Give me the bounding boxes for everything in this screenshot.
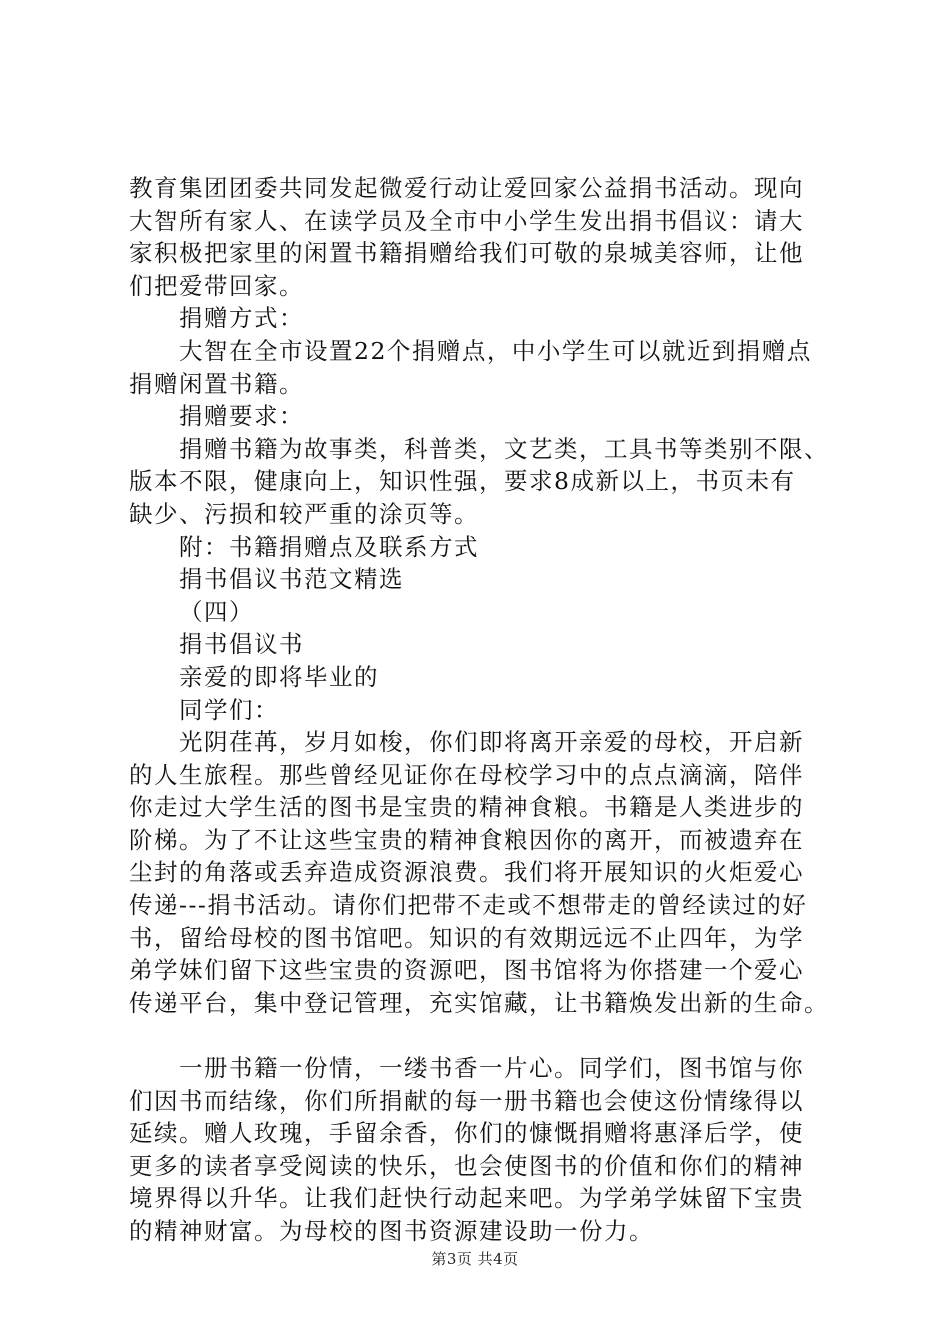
text-line: 的精神财富。为母校的图书资源建设助一份力。 <box>129 1217 654 1245</box>
text-line: 版本不限，健康向上，知识性强，要求8成新以上，书页未有 <box>129 467 796 496</box>
text-line: 附：书籍捐赠点及联系方式 <box>179 532 479 561</box>
text-line: 大智在全市设置22个捐赠点，中小学生可以就近到捐赠点 <box>179 336 812 365</box>
text-line: 家积极把家里的闲置书籍捐赠给我们可敬的泉城美容师，让他 <box>129 239 804 268</box>
text-line: 阶梯。为了不让这些宝贵的精神食粮因你的离开，而被遗弃在 <box>129 825 804 854</box>
text-line: 同学们： <box>179 695 279 724</box>
text-line: 书，留给母校的图书馆吧。知识的有效期远远不止四年，为学 <box>129 923 804 952</box>
text-line: 更多的读者享受阅读的快乐，也会使图书的价值和你们的精神 <box>129 1151 804 1180</box>
text-line: 捐赠闲置书籍。 <box>129 369 304 398</box>
document-body <box>129 172 859 1248</box>
text-line: 弟学妹们留下这些宝贵的资源吧，图书馆将为你搭建一个爱心 <box>129 956 804 985</box>
text-line: 缺少、污损和较严重的涂页等。 <box>129 499 479 528</box>
text-line: 亲爱的即将毕业的 <box>179 662 379 691</box>
text-line: 捐书倡议书 <box>179 630 304 659</box>
text-line: 们因书而结缘，你们所捐献的每一册书籍也会使这份情缘得以 <box>129 1086 804 1115</box>
text-line: 们把爱带回家。 <box>129 271 304 300</box>
text-line: 一册书籍一份情，一缕书香一片心。同学们，图书馆与你 <box>179 1054 804 1083</box>
text-line: 捐书倡议书范文精选 <box>179 565 404 594</box>
text-line: （四） <box>179 597 254 626</box>
blank-line <box>129 1019 859 1052</box>
text-line: 尘封的角落或丢弃造成资源浪费。我们将开展知识的火炬爱心 <box>129 858 804 887</box>
page-footer: 第3页 共4页 <box>431 1250 519 1268</box>
text-line: 你走过大学生活的图书是宝贵的精神食粮。书籍是人类进步的 <box>129 793 804 822</box>
text-line: 传递---捐书活动。请你们把带不走或不想带走的曾经读过的好 <box>129 891 808 920</box>
text-line: 教育集团团委共同发起微爱行动让爱回家公益捐书活动。现向 <box>129 174 804 202</box>
text-line: 捐赠要求： <box>179 402 304 431</box>
text-line: 捐赠书籍为故事类，科普类，文艺类，工具书等类别不限、 <box>179 434 829 463</box>
text-line: 传递平台，集中登记管理，充实馆藏，让书籍焕发出新的生命。 <box>129 988 829 1017</box>
text-line: 境界得以升华。让我们赶快行动起来吧。为学弟学妹留下宝贵 <box>129 1184 804 1213</box>
text-line: 延续。赠人玫瑰，手留余香，你们的慷慨捐赠将惠泽后学，使 <box>129 1119 804 1148</box>
text-line: 光阴荏苒，岁月如梭，你们即将离开亲爱的母校，开启新 <box>179 728 804 757</box>
text-line: 的人生旅程。那些曾经见证你在母校学习中的点点滴滴，陪伴 <box>129 760 804 789</box>
text-line: 大智所有家人、在读学员及全市中小学生发出捐书倡议：请大 <box>129 206 804 235</box>
text-line: 捐赠方式： <box>179 304 304 333</box>
